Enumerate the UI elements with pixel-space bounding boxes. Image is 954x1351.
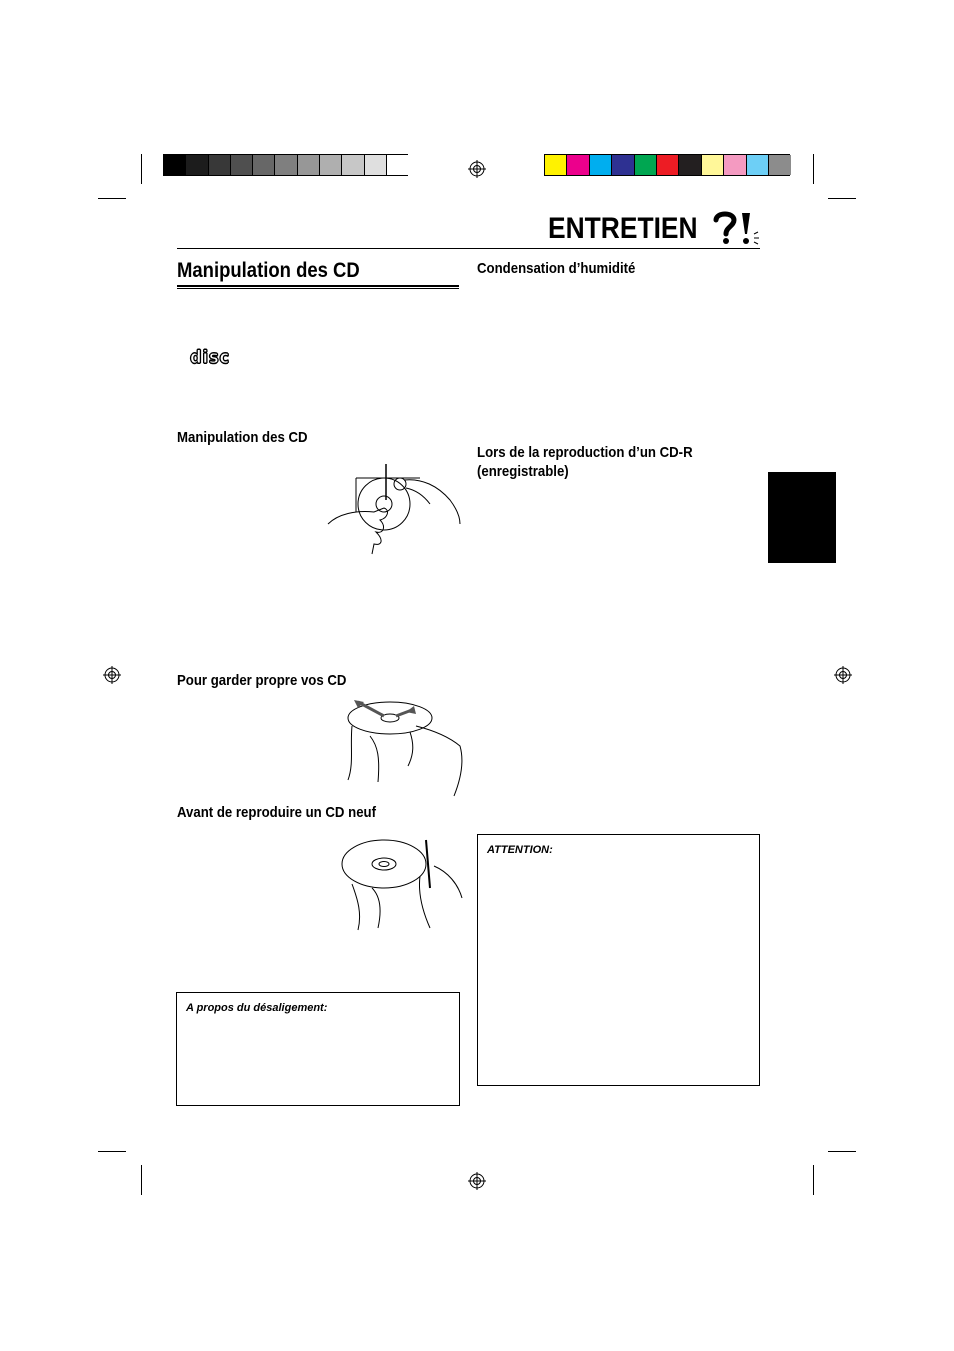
registration-target-icon [103, 666, 121, 684]
heading-underline [177, 288, 459, 289]
color-swatch [769, 155, 791, 175]
compact-disc-logo: disc [190, 347, 231, 368]
color-swatch [747, 155, 769, 175]
grayscale-registration-strip [163, 154, 408, 176]
color-swatch [702, 155, 724, 175]
crop-mark [828, 198, 856, 199]
gray-swatch [209, 155, 231, 175]
caution-box [477, 834, 760, 1086]
crop-mark [813, 1165, 814, 1195]
misalignment-note-box [176, 992, 460, 1106]
subheading-before-playing-new-cd: Avant de reproduire un CD neuf [177, 804, 377, 821]
section-heading-cd-handling: Manipulation des CD [177, 259, 360, 282]
gray-swatch [365, 155, 387, 175]
page-title: ENTRETIEN [548, 212, 698, 245]
color-swatch [679, 155, 701, 175]
crop-mark [813, 154, 814, 184]
heading-underline [177, 285, 459, 287]
crop-mark [141, 154, 142, 184]
hand-holding-cd-illustration [326, 464, 464, 556]
subheading-playing-cdr-line2: (enregistrable) [477, 463, 569, 480]
cleaning-cd-illustration [344, 696, 466, 800]
question-exclamation-icon [712, 210, 760, 246]
color-swatch [612, 155, 634, 175]
subheading-playing-cdr: Lors de la reproduction d’un CD-R [477, 444, 693, 461]
color-registration-strip [544, 154, 790, 176]
crop-mark [828, 1151, 856, 1152]
registration-target-icon [468, 1172, 486, 1190]
note-box-title: A propos du désaligement: [186, 1002, 328, 1014]
gray-swatch [231, 155, 253, 175]
subheading-moisture-condensation: Condensation d’humidité [477, 260, 636, 277]
crop-mark [141, 1165, 142, 1195]
language-section-tab [768, 472, 836, 563]
gray-swatch [253, 155, 275, 175]
gray-swatch [342, 155, 364, 175]
gray-swatch [275, 155, 297, 175]
subheading-keep-cds-clean: Pour garder propre vos CD [177, 672, 347, 689]
color-swatch [567, 155, 589, 175]
crop-mark [98, 198, 126, 199]
caution-box-title: ATTENTION: [487, 844, 553, 856]
subheading-cd-handling: Manipulation des CD [177, 429, 308, 446]
gray-swatch [164, 155, 186, 175]
gray-swatch [298, 155, 320, 175]
color-swatch [545, 155, 567, 175]
gray-swatch [387, 155, 409, 175]
color-swatch [590, 155, 612, 175]
color-swatch [657, 155, 679, 175]
title-divider [177, 248, 760, 249]
registration-target-icon [468, 160, 486, 178]
gray-swatch [186, 155, 208, 175]
color-swatch [635, 155, 657, 175]
new-cd-pencil-illustration [338, 836, 466, 934]
crop-mark [98, 1151, 126, 1152]
color-swatch [724, 155, 746, 175]
registration-target-icon [834, 666, 852, 684]
gray-swatch [320, 155, 342, 175]
